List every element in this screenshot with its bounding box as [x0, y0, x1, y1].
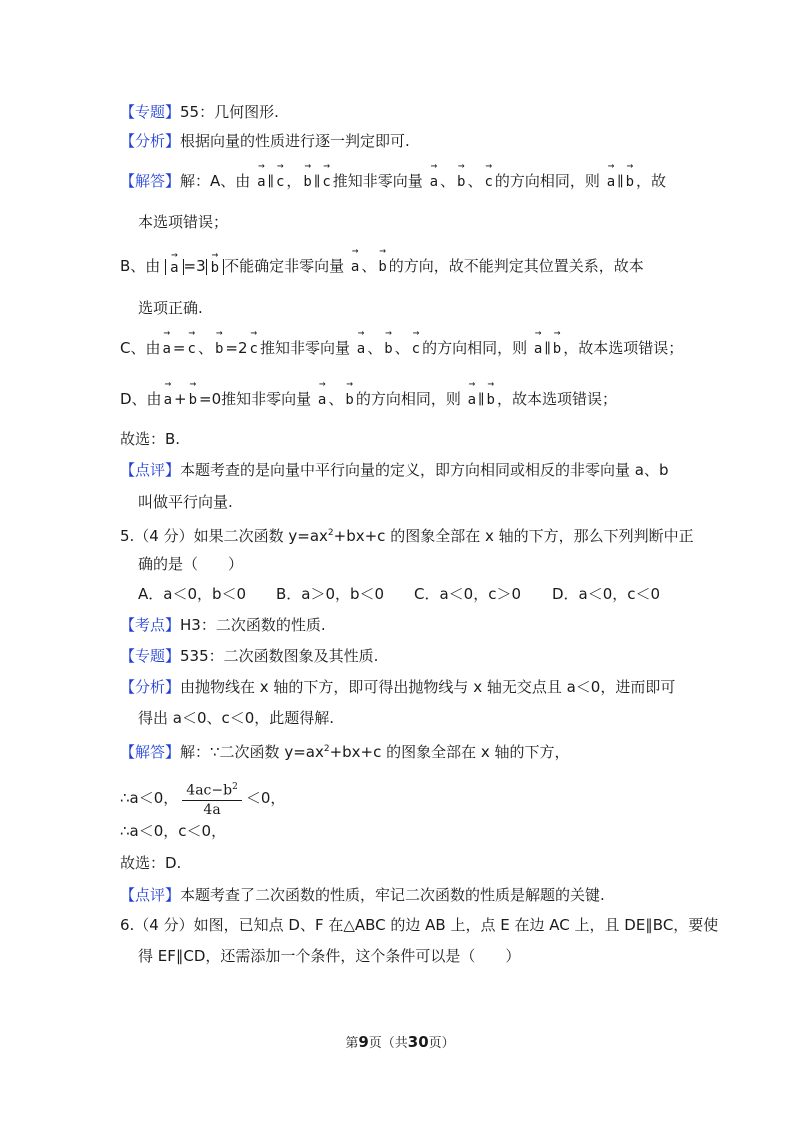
q4-jieda-A — [120, 170, 666, 193]
vector-c: → c — [320, 171, 332, 193]
q5-jieda-pre: 解：∵二次函数 y=ax — [180, 743, 324, 761]
jieda-tag: 【解答】 — [120, 743, 181, 761]
q4-D-eq: =0推知非零向量 — [199, 390, 312, 408]
q4-D-dir: 的方向相同，则 — [355, 390, 461, 408]
q5-stem-l2: 确的是（ ） — [138, 555, 244, 573]
vector-b: → b — [187, 389, 199, 411]
q4-A-end: ，故 — [636, 172, 667, 190]
q5-option-b: B．a＞0，b＜0 — [276, 585, 385, 603]
q4-A-mid: 推知非零向量 — [332, 172, 423, 190]
vector-a: → a — [532, 338, 544, 360]
q4-A-dir: 的方向相同，则 — [494, 172, 600, 190]
separator: 、 — [197, 339, 213, 357]
q4-fenxi-line — [120, 130, 410, 152]
q4-fenxi-text: 根据向量的性质进行逐一判定即可. — [180, 132, 410, 150]
fraction-denominator: 4a — [203, 801, 221, 818]
q4-jieda-B — [120, 255, 644, 278]
superscript: 2 — [327, 528, 334, 538]
vector-a: → a — [355, 338, 367, 360]
footer-post: 页） — [428, 1036, 455, 1051]
footer-pre: 第 — [345, 1036, 359, 1051]
abs-vector-a — [165, 259, 183, 275]
q4-D-end: ，故本选项错误； — [496, 390, 617, 408]
vector-a: → a — [605, 171, 617, 193]
vector-b: → b — [382, 338, 394, 360]
vector-a: → a — [349, 256, 361, 278]
separator: 、 — [328, 390, 344, 408]
superscript: 2 — [323, 744, 330, 754]
page-footer — [0, 1032, 800, 1051]
q5-dianping-line — [120, 884, 605, 906]
page-number: 9 — [358, 1033, 369, 1051]
q4-B-eq: =3 — [183, 257, 206, 275]
numerator-text: 4ac−b — [186, 782, 233, 799]
q4-C-mid: 推知非零向量 — [259, 339, 350, 357]
vector-c: → c — [248, 338, 260, 360]
q4-C-dir: 的方向相同，则 — [422, 339, 528, 357]
q4-B-dir: 的方向，故不能判定其位置关系，故本 — [388, 257, 644, 275]
parallel-symbol: ∥ — [544, 341, 551, 357]
separator: 、 — [361, 257, 377, 275]
q4-jieda-C: C、由→ a =→ c 、→ b =2→ c 推知非零向量 → a 、→ b 、→ c 的方向相同，则 → a ∥→ b ，故本选项错误； — [120, 337, 683, 360]
q5-fenxi-l2: 得出 a＜0、c＜0，此题得解. — [138, 709, 335, 727]
vector-b: → b — [624, 171, 636, 193]
q5-option-a: A．a＜0，b＜0 — [138, 585, 247, 603]
q4-C-end: ，故本选项错误； — [563, 339, 684, 357]
q5-dianping-text: 本题考查了二次函数的性质，牢记二次函数的性质是解题的关键. — [180, 886, 605, 904]
q5-zhuanti-text: 535：二次函数图象及其性质. — [180, 647, 379, 665]
vector-b: → b — [455, 171, 467, 193]
plus-symbol: + — [174, 390, 187, 408]
q5-zhuanti-line — [120, 645, 378, 667]
q5-therefore-2: ∴a＜0，c＜0， — [120, 822, 227, 840]
vector-b: → b — [209, 260, 221, 276]
kaodian-tag: 【考点】 — [120, 616, 181, 634]
q4-choice: 故选：B. — [120, 430, 181, 448]
q4-D-prefix: D、由 — [120, 390, 162, 408]
vector-a: → a — [168, 260, 180, 276]
q4-zhuanti-text: 55：几何图形. — [180, 103, 279, 121]
vector-b: → b — [551, 338, 563, 360]
vector-a: → a — [160, 338, 172, 360]
q4-A-cont: 本选项错误； — [138, 213, 229, 231]
vector-c: → c — [186, 338, 198, 360]
fenxi-tag: 【分析】 — [120, 678, 181, 696]
q6-stem-l1: 6.（4 分）如图，已知点 D、F 在△ABC 的边 AB 上，点 E 在边 AC 上，且 DE∥BC，要使 — [120, 916, 719, 934]
dianping-tag: 【点评】 — [120, 461, 181, 479]
parallel-symbol: ∥ — [313, 174, 321, 190]
separator: 、 — [467, 172, 483, 190]
q4-jieda-D — [120, 388, 617, 411]
vector-a: → a — [428, 171, 440, 193]
q4-dianping-l2: 叫做平行向量. — [138, 493, 233, 511]
vector-c: → c — [482, 171, 494, 193]
dianping-tag: 【点评】 — [120, 886, 181, 904]
vector-c: → c — [410, 338, 422, 360]
q5-therefore-1 — [120, 778, 285, 819]
q4-B-prefix: B、由 — [120, 257, 161, 275]
comma: ， — [286, 172, 302, 190]
abs-vector-b — [206, 259, 224, 275]
vector-a: → a — [316, 389, 328, 411]
total-pages: 30 — [407, 1033, 429, 1051]
q5-jieda-post: +bx+c 的图象全部在 x 轴的下方， — [329, 743, 570, 761]
numerator-sup: 2 — [232, 782, 238, 792]
vector-b: → b — [376, 256, 388, 278]
parallel-symbol: ∥ — [617, 174, 624, 190]
q4-B-cont: 选项正确. — [138, 299, 203, 317]
q5-stem-pre: 5.（4 分）如果二次函数 y=ax — [120, 527, 328, 545]
q4-dianping-l1: 本题考查的是向量中平行向量的定义，即方向相同或相反的非零向量 a、b — [180, 461, 669, 479]
zhuanti-tag: 【专题】 — [120, 103, 181, 121]
zhuanti-tag: 【专题】 — [120, 647, 181, 665]
q5-fenxi-l1: 由抛物线在 x 轴的下方，即可得出抛物线与 x 轴无交点且 a＜0，进而即可 — [180, 678, 676, 696]
q6-stem-l2: 得 EF∥CD，还需添加一个条件，这个条件可以是（ ） — [138, 947, 521, 965]
fraction-numerator — [182, 778, 242, 801]
fraction — [182, 778, 242, 819]
q4-dianping-line — [120, 459, 669, 481]
vector-b: → b — [301, 171, 313, 193]
q5-kaodian-line — [120, 614, 326, 636]
vector-b: → b — [343, 389, 355, 411]
q5-jieda-line — [120, 738, 570, 763]
parallel-symbol: ∥ — [478, 392, 485, 408]
q5-kaodian-text: H3：二次函数的性质. — [180, 616, 326, 634]
vector-a: → a — [255, 171, 267, 193]
vector-b: → b — [213, 338, 225, 360]
q5-choice: 故选：D. — [120, 854, 182, 872]
q4-B-mid: 不能确定非零向量 — [224, 257, 345, 275]
fenxi-tag: 【分析】 — [120, 132, 181, 150]
footer-mid: 页（共 — [368, 1036, 408, 1051]
vector-c: → c — [274, 171, 286, 193]
vector-a: → a — [466, 389, 478, 411]
q4-C-prefix: C、由 — [120, 339, 161, 357]
q5-option-c: C．a＜0，c＞0 — [414, 585, 521, 603]
parallel-symbol: ∥ — [267, 174, 274, 190]
separator: 、 — [394, 339, 410, 357]
q4-C-eq2: =2 — [225, 339, 248, 357]
separator: 、 — [440, 172, 456, 190]
vector-a: → a — [162, 389, 174, 411]
q4-zhuanti-line — [120, 101, 279, 123]
q5-stem-l1 — [120, 522, 694, 547]
q4-A-prefix: 解：A、由 — [180, 172, 251, 190]
separator: 、 — [367, 339, 383, 357]
jieda-tag: 【解答】 — [120, 172, 181, 190]
vector-b: → b — [485, 389, 497, 411]
therefore1-post: ＜0， — [245, 788, 286, 807]
q5-option-d: D．a＜0，c＜0 — [552, 585, 661, 603]
therefore1-pre: ∴a＜0， — [120, 788, 179, 807]
q5-fenxi-line — [120, 676, 675, 698]
q5-stem-post: +bx+c 的图象全部在 x 轴的下方，那么下列判断中正 — [333, 527, 694, 545]
